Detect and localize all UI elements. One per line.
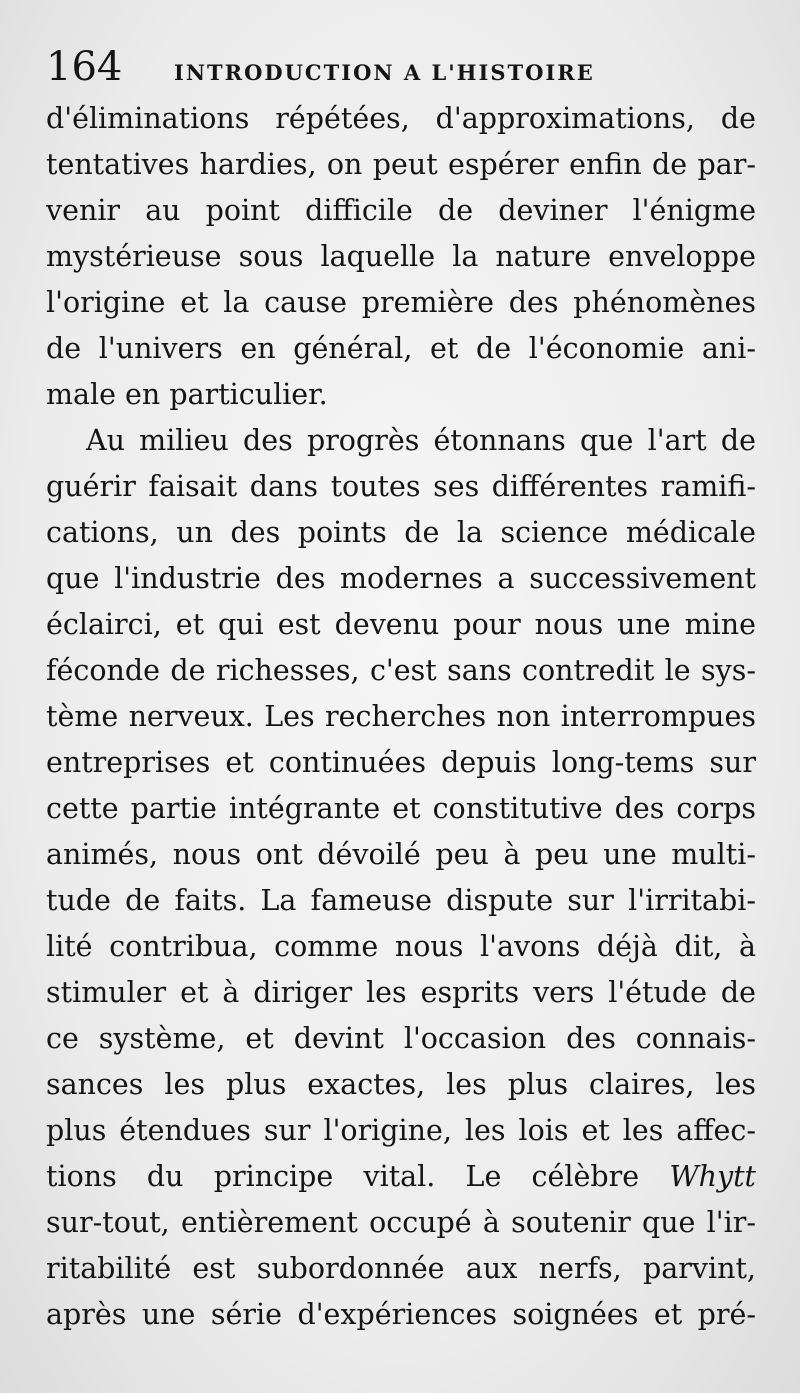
running-head — [46, 38, 746, 98]
text-line: sances les plus exactes, les plus claires, les — [46, 1068, 756, 1101]
text-line: animés, nous ont dévoilé peu à peu une multi- — [46, 838, 756, 871]
text-line: plus étendues sur l'origine, les lois et les affec- — [46, 1114, 756, 1147]
text-line: male en particulier. — [46, 378, 328, 411]
body-text — [46, 96, 756, 1338]
text-line: guérir faisait dans toutes ses différentes ramifi- — [46, 470, 756, 503]
text-line: tème nerveux. Les recherches non interrompues — [46, 700, 756, 733]
running-title: INTRODUCTION A L'HISTOIRE — [174, 60, 595, 85]
text-line: tude de faits. La fameuse dispute sur l'irritabi- — [46, 884, 756, 917]
page-number: 164 — [46, 44, 123, 90]
text-line: que l'industrie des modernes a successivement — [46, 562, 756, 595]
italic-name: Whytt — [669, 1160, 756, 1193]
text-line: stimuler et à diriger les esprits vers l'étude de — [46, 976, 756, 1009]
text-line: féconde de richesses, c'est sans contredit le sys- — [46, 654, 756, 687]
text-line: cations, un des points de la science médicale — [46, 516, 756, 549]
paragraph-2 — [46, 418, 756, 1338]
text-line: venir au point difficile de deviner l'énigme — [46, 194, 756, 227]
text-line: éclairci, et qui est devenu pour nous une mine — [46, 608, 756, 641]
text-line: mystérieuse sous laquelle la nature enveloppe — [46, 240, 756, 273]
text-line: après une série d'expériences soignées et pré- — [46, 1298, 756, 1331]
text-line: sur-tout, entièrement occupé à soutenir que l'ir- — [46, 1206, 756, 1239]
text-line-with-name — [46, 1154, 756, 1200]
text-line: d'éliminations répétées, d'approximations, de — [46, 102, 756, 135]
text-line: cette partie intégrante et constitutive des corps — [46, 792, 756, 825]
text-line: ritabilité est subordonnée aux nerfs, parvint, — [46, 1252, 756, 1285]
text-line: tentatives hardies, on peut espérer enfin de par- — [46, 148, 756, 181]
text-line: de l'univers en général, et de l'économie ani- — [46, 332, 756, 365]
text-line: ce système, et devint l'occasion des connais- — [46, 1022, 756, 1055]
paragraph-1 — [46, 96, 756, 418]
text-line: lité contribua, comme nous l'avons déjà dit, à — [46, 930, 756, 963]
text-line: entreprises et continuées depuis long-tems sur — [46, 746, 756, 779]
text-line: Au milieu des progrès étonnans que l'art de — [86, 424, 756, 457]
text-line: l'origine et la cause première des phénomènes — [46, 286, 756, 319]
text-segment: tions du principe vital. Le célèbre — [46, 1160, 640, 1193]
